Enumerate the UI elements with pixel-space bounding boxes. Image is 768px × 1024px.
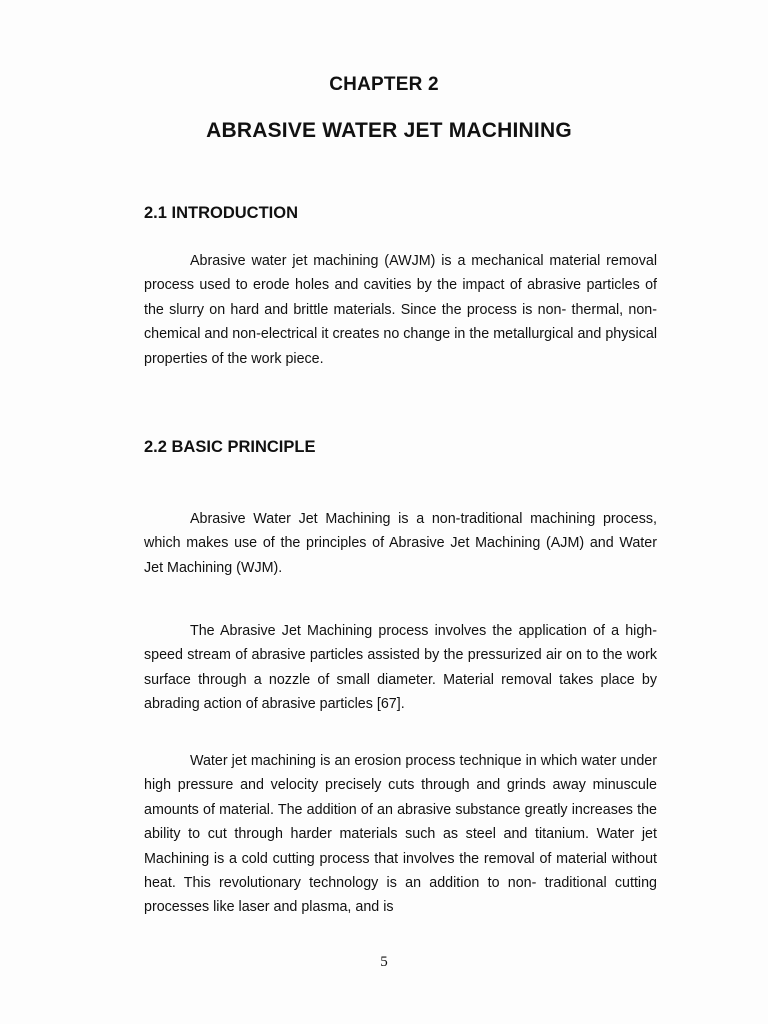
page-number: 5: [380, 954, 388, 970]
chapter-label: CHAPTER 2: [329, 74, 439, 95]
paragraph-basic-principle-3: Water jet machining is an erosion process technique in which water under high pressure and velocity precisely cuts through and grinds away minuscule amounts of material. The addition of an abrasive substance greatly increases the ability to cut through harder materials such as steel and titanium. Water jet Machining is a cold cutting process that involves the removal of material without heat. This revolutionary technology is an addition to non- traditional cutting processes like laser and plasma, and is: [144, 753, 657, 916]
paragraph-basic-principle-2: The Abrasive Jet Machining process involves the application of a high-speed stream of abrasive particles assisted by the pressurized air on to the work surface through a nozzle of small diameter. Material removal takes place by abrading action of abrasive particles [67].: [144, 623, 657, 713]
section-heading-introduction: 2.1 INTRODUCTION: [144, 204, 299, 222]
section-heading-basic-principle: 2.2 BASIC PRINCIPLE: [144, 438, 316, 456]
paragraph-basic-principle-1: Abrasive Water Jet Machining is a non-traditional machining process, which makes use of the principles of Abrasive Jet Machining (AJM) and Water Jet Machining (WJM).: [144, 511, 657, 576]
chapter-title: ABRASIVE WATER JET MACHINING: [206, 119, 572, 142]
paragraph-introduction: Abrasive water jet machining (AWJM) is a mechanical material removal process used to erode holes and cavities by the impact of abrasive particles of the slurry on hard and brittle materials. Since the process is non- thermal, non-chemical and non-electrical it creates no change in the metallurgical and physical properties of the work piece.: [144, 253, 657, 367]
